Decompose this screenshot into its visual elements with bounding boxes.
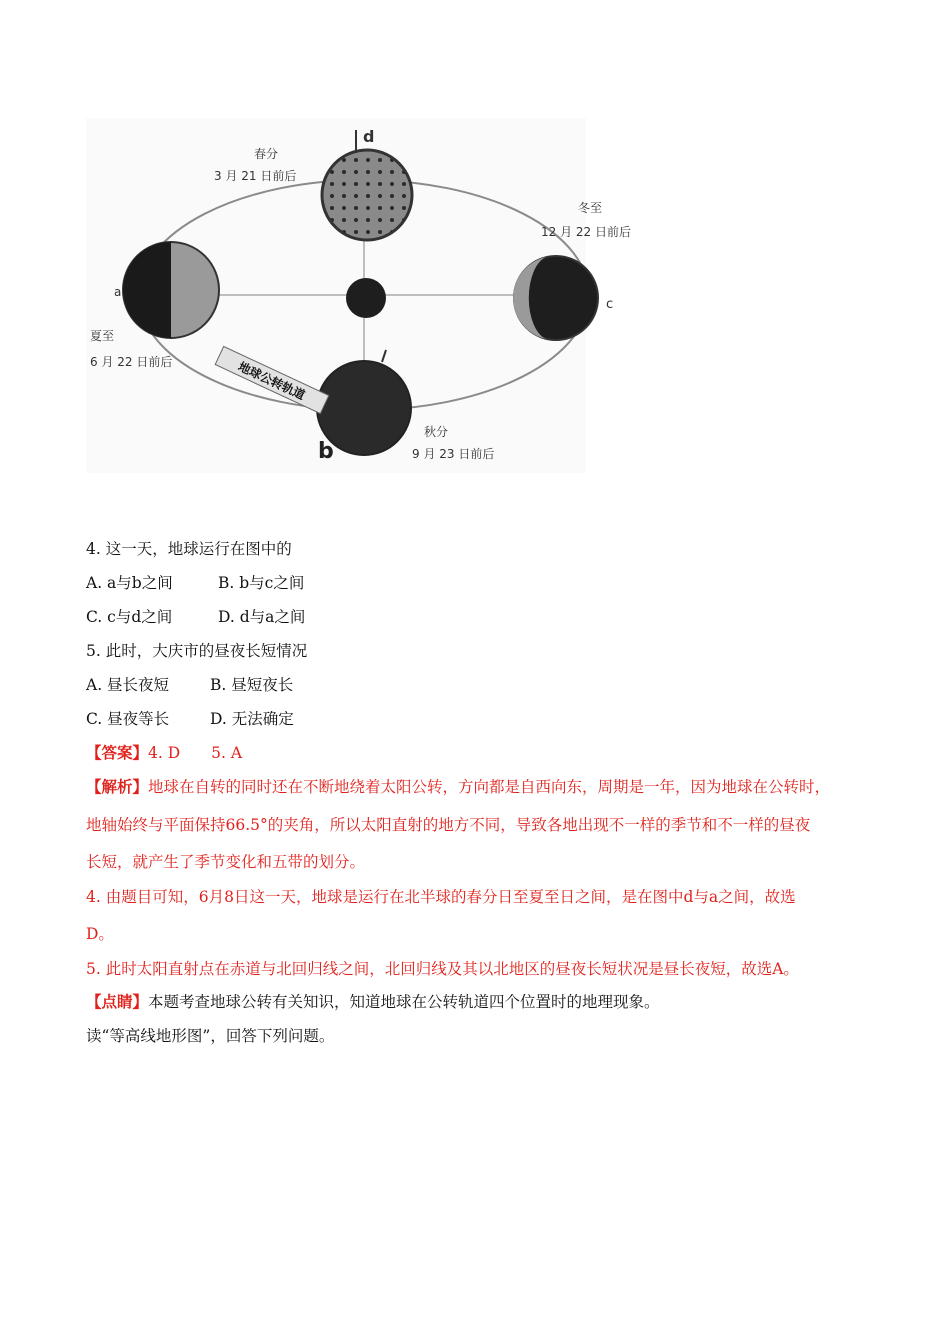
answer-tag: 【答案】 xyxy=(86,743,149,762)
q4-option-c: C. c与d之间 xyxy=(86,608,173,626)
q5-options-row2 xyxy=(86,709,294,729)
sun xyxy=(346,278,386,318)
q4-options-row2 xyxy=(86,607,305,627)
q5-option-b: B. 昼短夜长 xyxy=(210,676,294,694)
label-right-date: 12 月 22 日前后 xyxy=(541,225,631,239)
comment-tag: 【点睛】 xyxy=(86,992,149,1011)
label-left-date: 6 月 22 日前后 xyxy=(90,355,173,369)
q5-options-row1 xyxy=(86,675,293,695)
q4-option-a: A. a与b之间 xyxy=(86,574,173,592)
earth-top xyxy=(322,130,412,240)
label-top-letter: d xyxy=(363,127,375,146)
q4-option-b: B. b与c之间 xyxy=(218,574,305,592)
label-top-name: 春分 xyxy=(254,147,279,161)
orbit-label: 地球公转轨道 xyxy=(235,359,308,403)
label-bottom-date: 9 月 23 日前后 xyxy=(412,447,495,461)
analysis-q4-line-2: D。 xyxy=(86,925,114,943)
label-bottom-name: 秋分 xyxy=(424,425,449,439)
earth-right xyxy=(513,256,598,340)
label-right-name: 冬至 xyxy=(578,201,603,215)
label-top-date: 3 月 21 日前后 xyxy=(214,169,297,183)
label-left-name: 夏至 xyxy=(90,329,115,343)
analysis-line-1 xyxy=(86,777,830,797)
q4-option-d: D. d与a之间 xyxy=(218,608,306,626)
comment-line xyxy=(86,992,660,1012)
q4-options-row1 xyxy=(86,573,304,593)
analysis-tag: 【解析】 xyxy=(86,777,149,796)
q5-option-c: C. 昼夜等长 xyxy=(86,710,170,728)
label-bottom-letter: b xyxy=(318,439,334,464)
q4-stem: 4. 这一天，地球运行在图中的 xyxy=(86,540,292,558)
label-left-letter: a xyxy=(114,285,122,299)
analysis-q4-line-1: 4. 由题目可知，6月8日这一天，地球是运行在北半球的春分日至夏至日之间，是在图中d与a之间，故选 xyxy=(86,888,796,906)
comment-text: 本题考查地球公转有关知识，知道地球在公转轨道四个位置时的地理现象。 xyxy=(148,993,660,1011)
analysis-text-1: 地球在自转的同时还在不断地绕着太阳公转，方向都是自西向东，周期是一年，因为地球在公转时， xyxy=(148,778,831,796)
next-prompt: 读“等高线地形图”，回答下列问题。 xyxy=(86,1027,335,1045)
label-right-letter: c xyxy=(606,297,614,312)
answer-text: 4. D 5. A xyxy=(148,744,243,762)
orbit-label-band xyxy=(215,346,329,413)
earth-left xyxy=(123,242,219,338)
analysis-q5-line: 5. 此时太阳直射点在赤道与北回归线之间，北回归线及其以北地区的昼夜长短状况是昼长夜短，故选A。 xyxy=(86,960,799,978)
q5-option-a: A. 昼长夜短 xyxy=(86,676,170,694)
orbit-figure xyxy=(86,118,631,473)
q5-option-d: D. 无法确定 xyxy=(210,710,294,728)
orbit-diagram xyxy=(86,118,631,473)
analysis-line-3: 长短，就产生了季节变化和五带的划分。 xyxy=(86,853,366,871)
q5-stem: 5. 此时，大庆市的昼夜长短情况 xyxy=(86,642,308,660)
answer-line xyxy=(86,743,242,763)
analysis-line-2: 地轴始终与平面保持66.5°的夹角，所以太阳直射的地方不同，导致各地出现不一样的季节和不一样的昼夜 xyxy=(86,816,811,834)
